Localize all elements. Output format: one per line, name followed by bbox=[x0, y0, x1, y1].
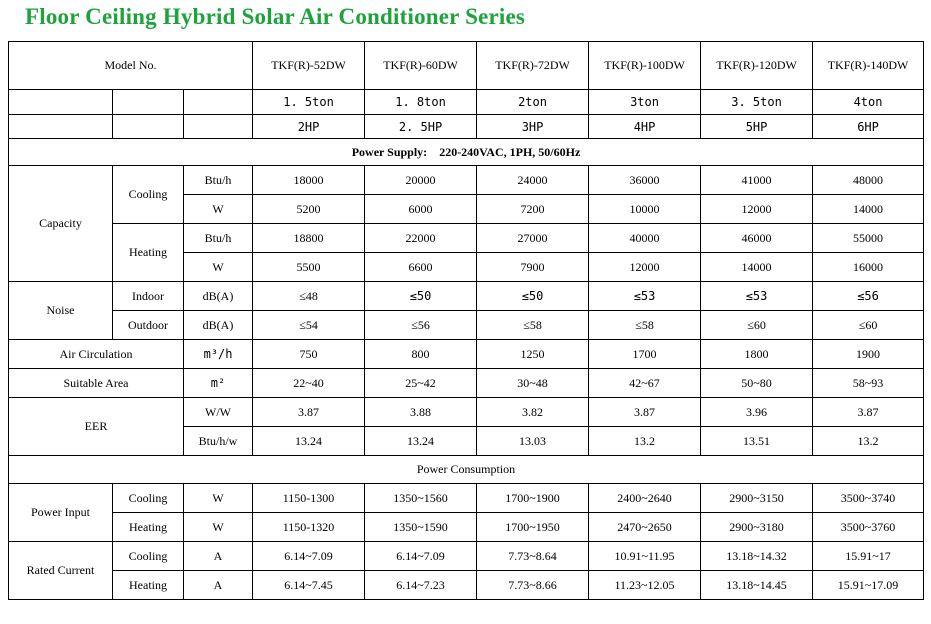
value-cell: 46000 bbox=[701, 224, 813, 253]
value-cell: 27000 bbox=[477, 224, 589, 253]
value-cell: ≤50 bbox=[477, 282, 589, 311]
suitable-area-row bbox=[9, 369, 924, 398]
value-cell: 3500~3760 bbox=[813, 513, 924, 542]
rated-current-cooling-label: Cooling bbox=[113, 542, 184, 571]
unit-cell: W bbox=[184, 195, 253, 224]
page-title: Floor Ceiling Hybrid Solar Air Conditioner Series bbox=[25, 4, 526, 29]
value-cell: 13.24 bbox=[365, 427, 477, 456]
value-cell: 6.14~7.45 bbox=[253, 571, 365, 600]
value-cell: 55000 bbox=[813, 224, 924, 253]
value-cell: 800 bbox=[365, 340, 477, 369]
value-cell: 1150-1300 bbox=[253, 484, 365, 513]
value-cell: 3.82 bbox=[477, 398, 589, 427]
value-cell: 22~40 bbox=[253, 369, 365, 398]
value-cell: 15.91~17.09 bbox=[813, 571, 924, 600]
horsepower-cell: 4HP bbox=[589, 115, 701, 139]
rated-current-heating-label: Heating bbox=[113, 571, 184, 600]
noise-indoor-label: Indoor bbox=[113, 282, 184, 311]
value-cell: 6.14~7.23 bbox=[365, 571, 477, 600]
value-cell: 7.73~8.64 bbox=[477, 542, 589, 571]
value-cell: ≤56 bbox=[365, 311, 477, 340]
value-cell: 6.14~7.09 bbox=[365, 542, 477, 571]
value-cell: 16000 bbox=[813, 253, 924, 282]
value-cell: 3.87 bbox=[589, 398, 701, 427]
unit-cell: W bbox=[184, 484, 253, 513]
power-input-heating-label: Heating bbox=[113, 513, 184, 542]
value-cell: ≤54 bbox=[253, 311, 365, 340]
value-cell: 3.87 bbox=[813, 398, 924, 427]
power-input-cooling-label: Cooling bbox=[113, 484, 184, 513]
value-cell: 7900 bbox=[477, 253, 589, 282]
value-cell: 30~48 bbox=[477, 369, 589, 398]
model-cell: TKF(R)-100DW bbox=[589, 42, 701, 90]
value-cell: 41000 bbox=[701, 166, 813, 195]
tonnage-cell: 3ton bbox=[589, 90, 701, 115]
value-cell: 10000 bbox=[589, 195, 701, 224]
tonnage-cell: 4ton bbox=[813, 90, 924, 115]
value-cell: 3.96 bbox=[701, 398, 813, 427]
value-cell: 12000 bbox=[589, 253, 701, 282]
tonnage-cell: 1. 5ton bbox=[253, 90, 365, 115]
value-cell: 13.03 bbox=[477, 427, 589, 456]
power-supply-label: Power Supply: bbox=[351, 144, 428, 159]
empty-cell bbox=[113, 115, 184, 139]
value-cell: 14000 bbox=[701, 253, 813, 282]
horsepower-cell: 5HP bbox=[701, 115, 813, 139]
value-cell: 750 bbox=[253, 340, 365, 369]
value-cell: 13.18~14.45 bbox=[701, 571, 813, 600]
unit-cell: dB(A) bbox=[184, 311, 253, 340]
capacity-label: Capacity bbox=[9, 166, 113, 282]
unit-cell: W bbox=[184, 253, 253, 282]
power-supply-row bbox=[9, 139, 924, 166]
rated-current-label: Rated Current bbox=[9, 542, 113, 600]
value-cell: 5500 bbox=[253, 253, 365, 282]
value-cell: 7.73~8.66 bbox=[477, 571, 589, 600]
capacity-cooling-btu-row bbox=[9, 166, 924, 195]
value-cell: 14000 bbox=[813, 195, 924, 224]
value-cell: ≤58 bbox=[589, 311, 701, 340]
value-cell: 18000 bbox=[253, 166, 365, 195]
header-row bbox=[9, 42, 924, 90]
value-cell: 50~80 bbox=[701, 369, 813, 398]
unit-cell: A bbox=[184, 542, 253, 571]
tonnage-cell: 3. 5ton bbox=[701, 90, 813, 115]
value-cell: 58~93 bbox=[813, 369, 924, 398]
value-cell: 6600 bbox=[365, 253, 477, 282]
value-cell: 24000 bbox=[477, 166, 589, 195]
value-cell: ≤58 bbox=[477, 311, 589, 340]
spec-table bbox=[8, 41, 924, 600]
empty-cell bbox=[9, 115, 113, 139]
empty-cell bbox=[184, 90, 253, 115]
value-cell: 20000 bbox=[365, 166, 477, 195]
value-cell: 13.24 bbox=[253, 427, 365, 456]
value-cell: 3.88 bbox=[365, 398, 477, 427]
tonnage-cell: 2ton bbox=[477, 90, 589, 115]
noise-label: Noise bbox=[9, 282, 113, 340]
unit-cell: Btu/h bbox=[184, 166, 253, 195]
value-cell: ≤50 bbox=[365, 282, 477, 311]
noise-outdoor-row bbox=[9, 311, 924, 340]
unit-cell: W/W bbox=[184, 398, 253, 427]
air-circulation-label: Air Circulation bbox=[9, 340, 184, 369]
unit-cell: dB(A) bbox=[184, 282, 253, 311]
model-cell: TKF(R)-52DW bbox=[253, 42, 365, 90]
power-input-label: Power Input bbox=[9, 484, 113, 542]
value-cell: 6.14~7.09 bbox=[253, 542, 365, 571]
empty-cell bbox=[113, 90, 184, 115]
value-cell: 12000 bbox=[701, 195, 813, 224]
value-cell: ≤48 bbox=[253, 282, 365, 311]
unit-cell: Btu/h bbox=[184, 224, 253, 253]
eer-ww-row bbox=[9, 398, 924, 427]
air-circulation-row bbox=[9, 340, 924, 369]
value-cell: 3.87 bbox=[253, 398, 365, 427]
horsepower-cell: 2HP bbox=[253, 115, 365, 139]
power-supply-cell bbox=[9, 139, 924, 166]
model-no-label: Model No. bbox=[9, 42, 253, 90]
power-input-heating-row bbox=[9, 513, 924, 542]
value-cell: 3500~3740 bbox=[813, 484, 924, 513]
rated-current-heating-row bbox=[9, 571, 924, 600]
horsepower-cell: 6HP bbox=[813, 115, 924, 139]
model-cell: TKF(R)-72DW bbox=[477, 42, 589, 90]
value-cell: 1800 bbox=[701, 340, 813, 369]
value-cell: 13.18~14.32 bbox=[701, 542, 813, 571]
value-cell: 13.2 bbox=[589, 427, 701, 456]
unit-cell: A bbox=[184, 571, 253, 600]
rated-current-cooling-row bbox=[9, 542, 924, 571]
value-cell: 13.2 bbox=[813, 427, 924, 456]
unit-cell: m² bbox=[184, 369, 253, 398]
value-cell: 36000 bbox=[589, 166, 701, 195]
value-cell: 6000 bbox=[365, 195, 477, 224]
value-cell: 1900 bbox=[813, 340, 924, 369]
eer-label: EER bbox=[9, 398, 184, 456]
empty-cell bbox=[184, 115, 253, 139]
value-cell: 18800 bbox=[253, 224, 365, 253]
value-cell: ≤60 bbox=[813, 311, 924, 340]
value-cell: ≤53 bbox=[701, 282, 813, 311]
empty-cell bbox=[9, 90, 113, 115]
model-cell: TKF(R)-120DW bbox=[701, 42, 813, 90]
unit-cell: m³/h bbox=[184, 340, 253, 369]
value-cell: 5200 bbox=[253, 195, 365, 224]
model-cell: TKF(R)-60DW bbox=[365, 42, 477, 90]
power-supply-value: 220-240VAC, 1PH, 50/60Hz bbox=[439, 144, 581, 159]
value-cell: ≤53 bbox=[589, 282, 701, 311]
value-cell: ≤56 bbox=[813, 282, 924, 311]
value-cell: 15.91~17 bbox=[813, 542, 924, 571]
power-consumption-label: Power Consumption bbox=[9, 456, 924, 484]
model-cell: TKF(R)-140DW bbox=[813, 42, 924, 90]
value-cell: 10.91~11.95 bbox=[589, 542, 701, 571]
value-cell: 48000 bbox=[813, 166, 924, 195]
value-cell: 1350~1590 bbox=[365, 513, 477, 542]
value-cell: 7200 bbox=[477, 195, 589, 224]
horsepower-row bbox=[9, 115, 924, 139]
value-cell: 2470~2650 bbox=[589, 513, 701, 542]
noise-outdoor-label: Outdoor bbox=[113, 311, 184, 340]
value-cell: 1250 bbox=[477, 340, 589, 369]
tonnage-cell: 1. 8ton bbox=[365, 90, 477, 115]
value-cell: 1700~1900 bbox=[477, 484, 589, 513]
tonnage-row bbox=[9, 90, 924, 115]
value-cell: 1700 bbox=[589, 340, 701, 369]
value-cell: 40000 bbox=[589, 224, 701, 253]
value-cell: 2900~3150 bbox=[701, 484, 813, 513]
value-cell: 1350~1560 bbox=[365, 484, 477, 513]
value-cell: 22000 bbox=[365, 224, 477, 253]
horsepower-cell: 3HP bbox=[477, 115, 589, 139]
value-cell: 2400~2640 bbox=[589, 484, 701, 513]
value-cell: 1150-1320 bbox=[253, 513, 365, 542]
horsepower-cell: 2. 5HP bbox=[365, 115, 477, 139]
unit-cell: Btu/h/w bbox=[184, 427, 253, 456]
capacity-cooling-label: Cooling bbox=[113, 166, 184, 224]
value-cell: 11.23~12.05 bbox=[589, 571, 701, 600]
suitable-area-label: Suitable Area bbox=[9, 369, 184, 398]
unit-cell: W bbox=[184, 513, 253, 542]
value-cell: 42~67 bbox=[589, 369, 701, 398]
value-cell: 25~42 bbox=[365, 369, 477, 398]
power-consumption-row bbox=[9, 456, 924, 484]
value-cell: 2900~3180 bbox=[701, 513, 813, 542]
value-cell: 1700~1950 bbox=[477, 513, 589, 542]
capacity-heating-btu-row bbox=[9, 224, 924, 253]
value-cell: ≤60 bbox=[701, 311, 813, 340]
value-cell: 13.51 bbox=[701, 427, 813, 456]
power-input-cooling-row bbox=[9, 484, 924, 513]
capacity-heating-label: Heating bbox=[113, 224, 184, 282]
noise-indoor-row bbox=[9, 282, 924, 311]
